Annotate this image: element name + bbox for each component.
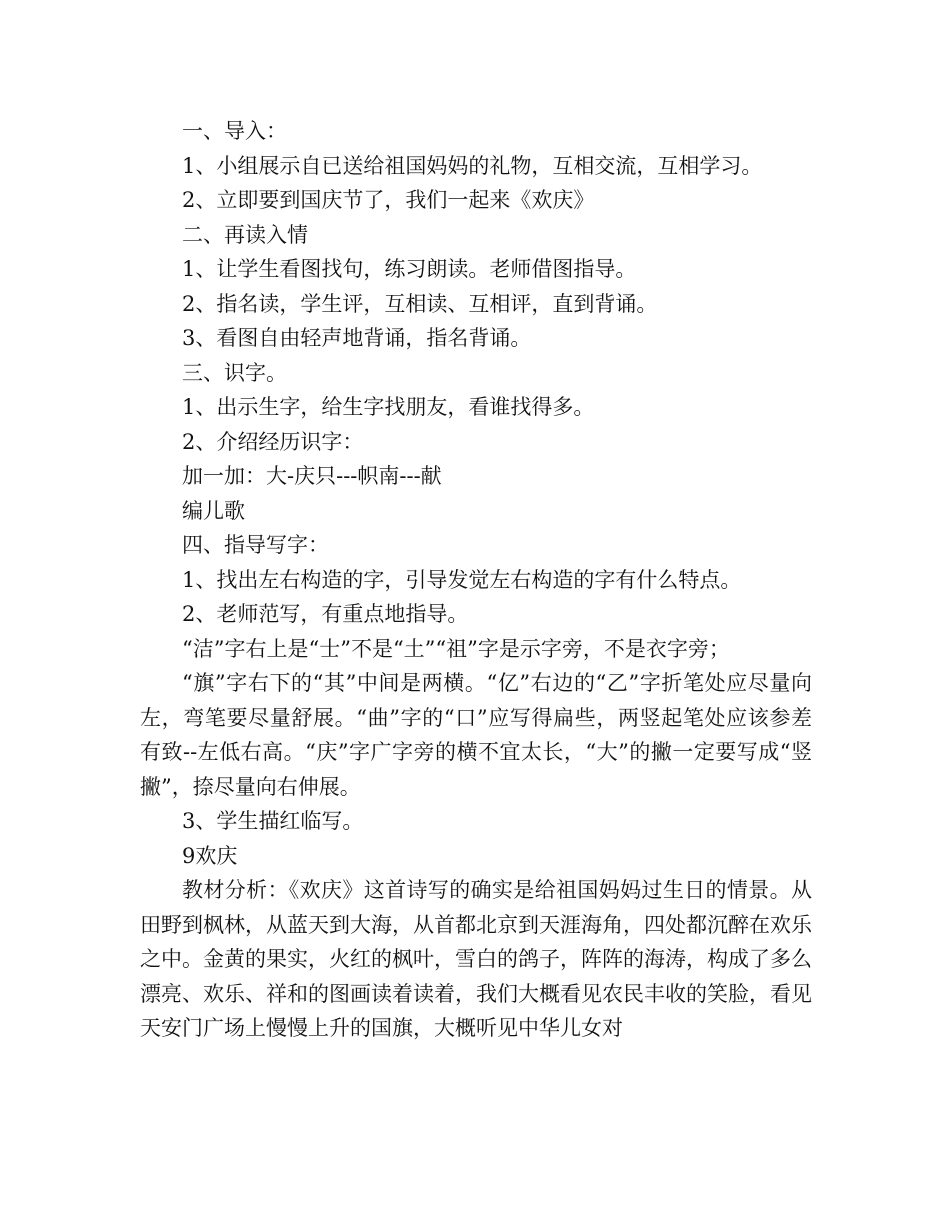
heading-intro: 一、导入： — [182, 119, 287, 143]
text-line: 2、老师范写，有重点地指导。 — [182, 602, 469, 626]
text-line: 编儿歌 — [182, 498, 245, 523]
heading-writing: 四、指导写字： — [182, 533, 329, 557]
text-line: 3、看图自由轻声地背诵，指名背诵。 — [182, 326, 532, 350]
paragraph-analysis: 教材分析：《欢庆》这首诗写的确实是给祖国妈妈过生日的情景。从田野到枫林，从蓝天到大海，从首都北京到天涯海角，四处都沉醉在欢乐之中。金黄的果实，火红的枫叶，雪白的鸽子，阵阵的海涛，构成了多么漂亮、欢乐、祥和的图画读着读着，我们大概看见农民丰收的笑脸，看见天安门广场上慢慢上升的国旗，大概听见中华儿女对 — [140, 878, 812, 1040]
text-line: 2、介绍经历识字： — [182, 429, 364, 454]
text-line: 2、指名读，学生评，互相读、互相评，直到背诵。 — [182, 291, 658, 316]
text-line: 加一加：大-庆只---帜南---献 — [182, 464, 442, 488]
lesson-title: 9欢庆 — [182, 843, 238, 868]
text-line: 1、找出左右构造的字，引导发觉左右构造的字有什么特点。 — [182, 567, 742, 592]
paragraph-writing-tips: “旗”字右下的“其”中间是两横。“亿”右边的“乙”字折笔处应尽量向左，弯笔要尽量舒展。“曲”字的“口”应写得扁些，两竖起笔处应该参差有致--左低右高。“庆”字广字旁的横不宜太长，“大”的撇一定要写成“竖撇”，捺尽量向右伸展。 — [140, 671, 812, 799]
heading-reread: 二、再读入情 — [182, 222, 308, 247]
text-line: 1、让学生看图找句，练习朗读。老师借图指导。 — [182, 257, 637, 281]
text-line: 3、学生描红临写。 — [182, 809, 364, 833]
text-line: 1、小组展示自已送给祖国妈妈的礼物，互相交流，互相学习。 — [182, 153, 763, 178]
document-body — [140, 114, 812, 1046]
heading-characters: 三、识字。 — [182, 360, 287, 385]
text-line: 2、立即要到国庆节了，我们一起来《欢庆》 — [182, 188, 595, 212]
paragraph-jie-zu: “洁”字右上是“士”不是“土”“祖”字是示字旁，不是衣字旁； — [182, 636, 730, 661]
text-line: 1、出示生字，给生字找朋友，看谁找得多。 — [182, 395, 595, 419]
